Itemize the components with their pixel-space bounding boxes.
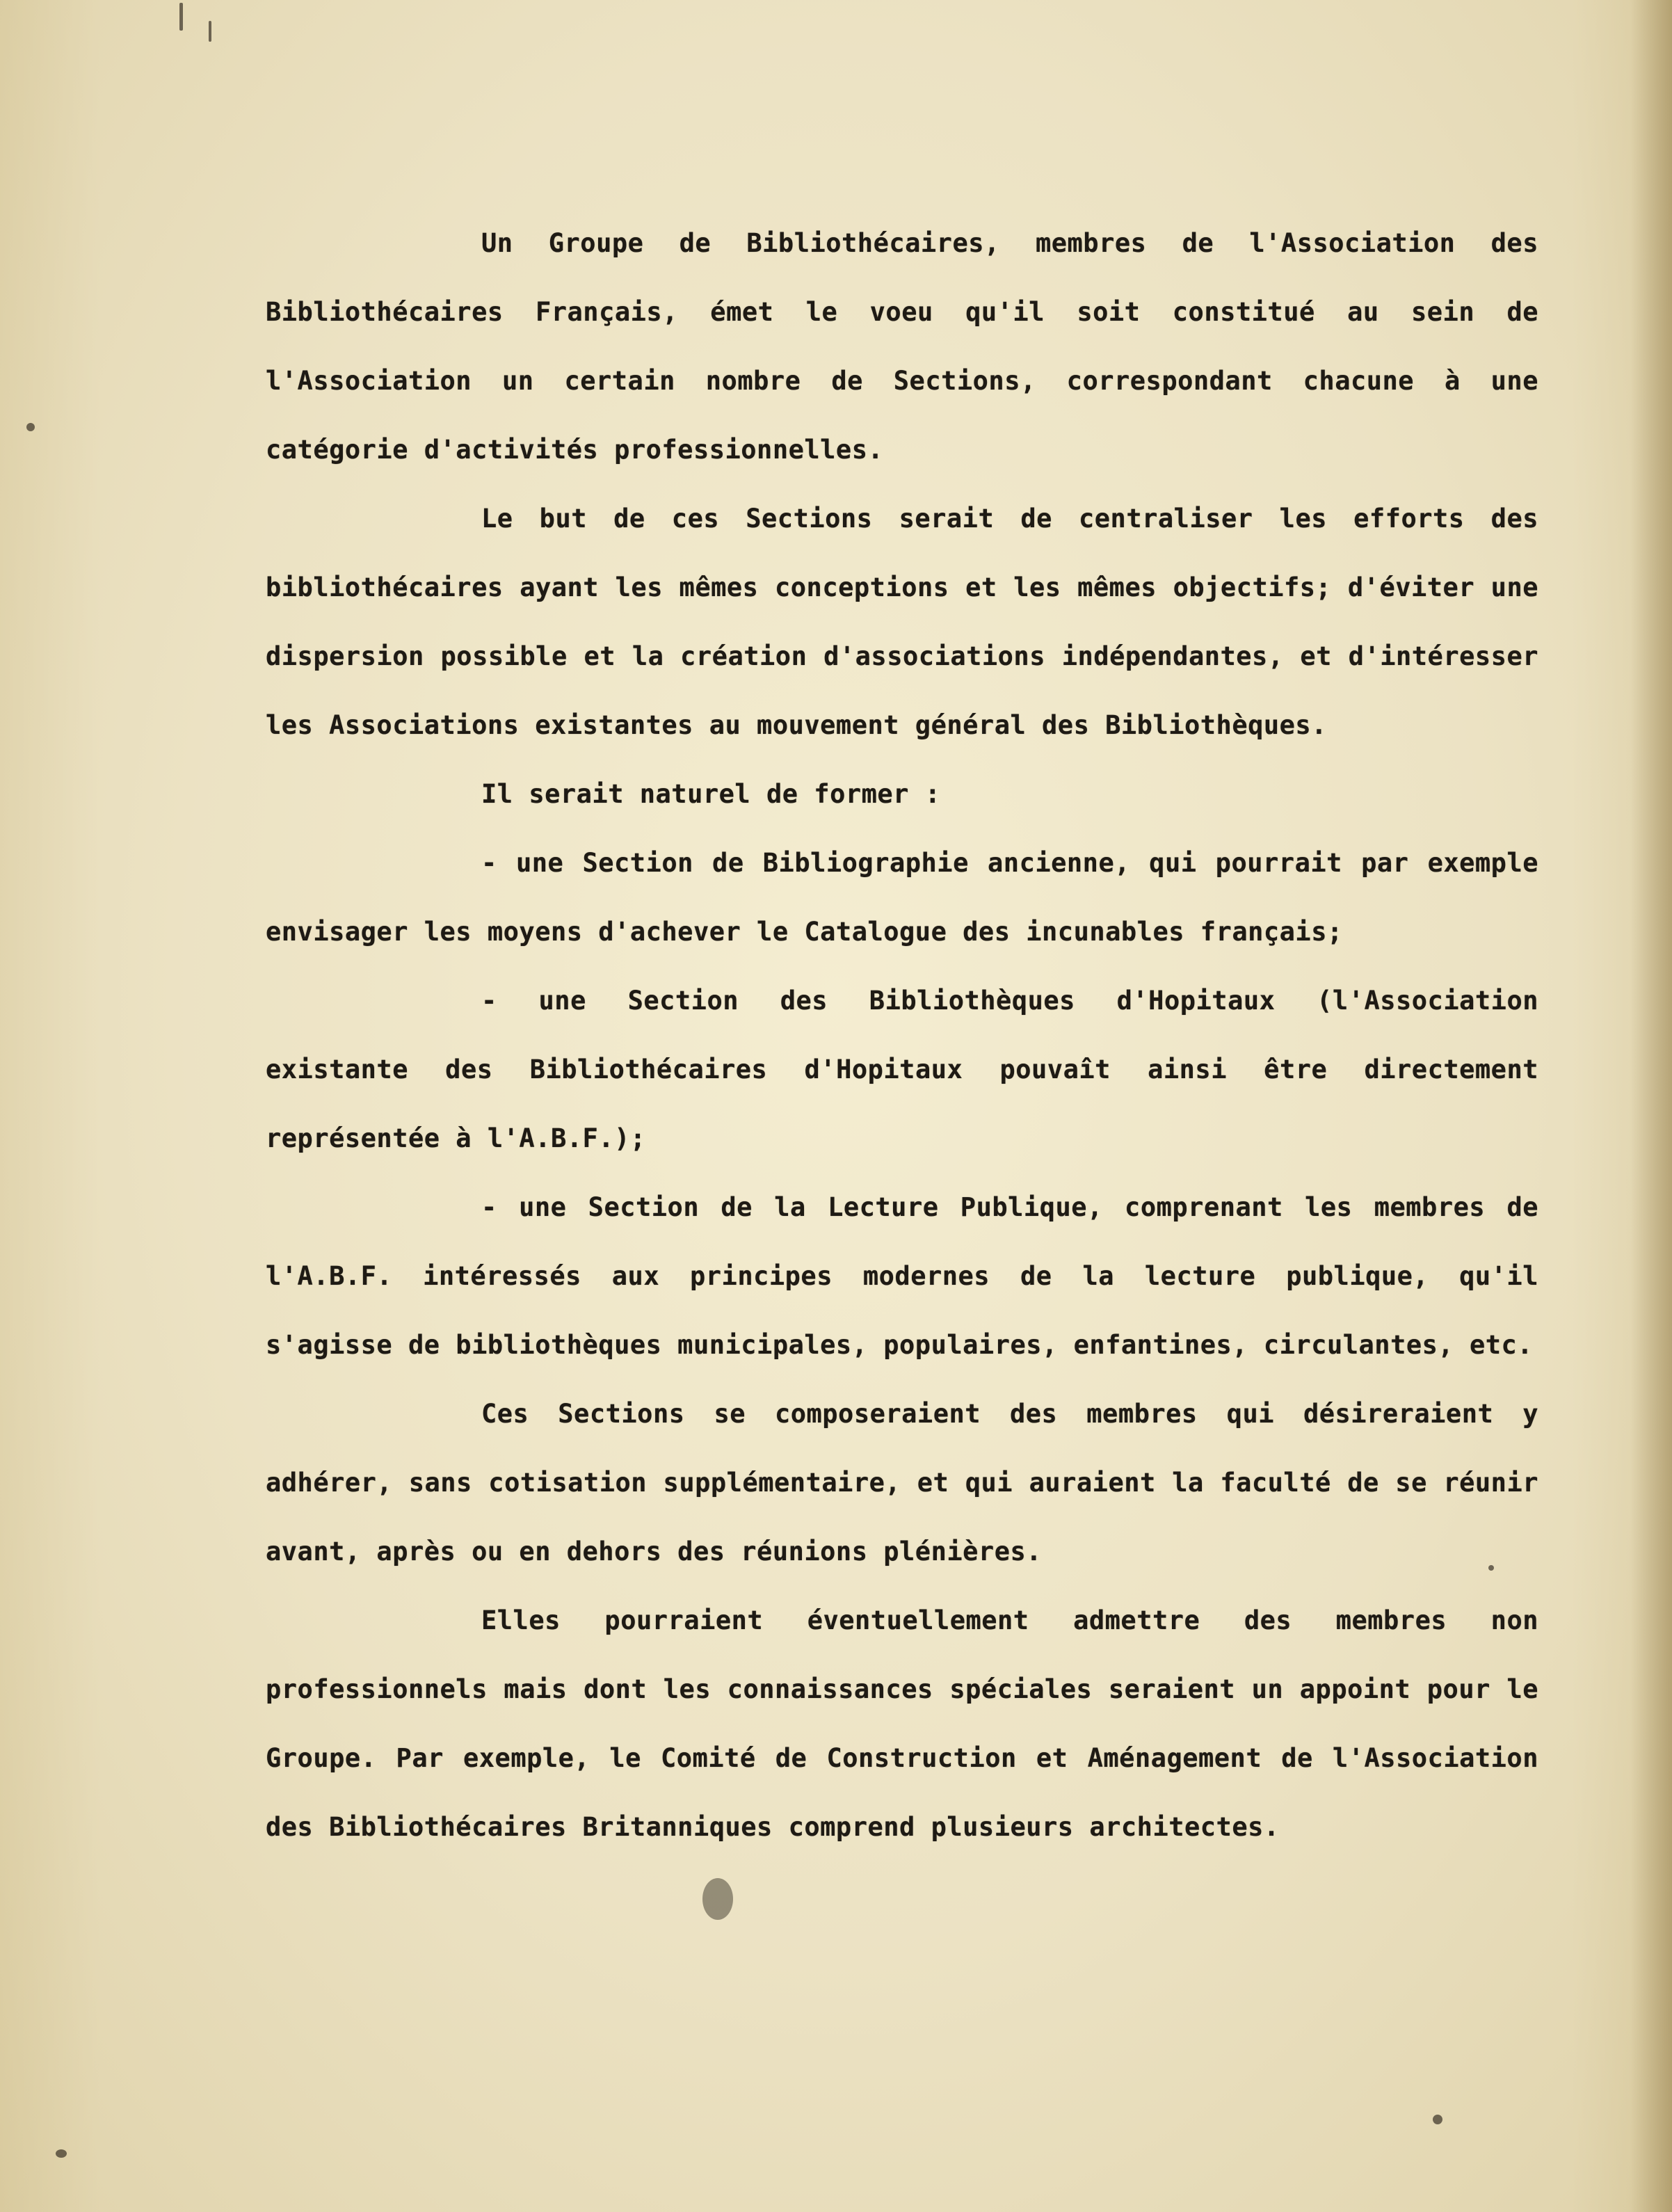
paragraph-1: Un Groupe de Bibliothécaires, membres de l'Association des Bibliothécaires Français, émet le voeu qu'il soit constitué au sein de l'Association un certain nombre de Sections, correspondant chacune à une catégorie d'activités professionnelles. [266, 228, 1538, 465]
ink-speck [702, 1878, 733, 1920]
paragraph-membres: Elles pourraient éventuellement admettre des membres non professionnels mais dont les connaissances spéciales seraient un appoint pour le Groupe. Par exemple, le Comité de Construction et Aménagement de l'Association des Bibliothécaires Britanniques comprend plusieurs architectes. [266, 1605, 1538, 1842]
ink-speck [26, 423, 35, 431]
ink-speck [1433, 2115, 1442, 2124]
page-edge-shadow [1630, 0, 1672, 2212]
typewritten-text [266, 209, 1538, 1861]
list-item-hopitaux: - une Section des Bibliothèques d'Hopitaux (l'Association existante des Bibliothécaires d'Hopitaux pouvaît ainsi être directement représentée à l'A.B.F.); [266, 986, 1538, 1153]
paragraph-sections: Ces Sections se composeraient des membres qui désireraient y adhérer, sans cotisation supplémentaire, et qui auraient la faculté de se réunir avant, après ou en dehors des réunions plénières. [266, 1399, 1538, 1566]
ink-speck [209, 21, 211, 42]
list-item-lecture-publique: - une Section de la Lecture Publique, comprenant les membres de l'A.B.F. intéressés aux principes modernes de la lecture publique, qu'il s'agisse de bibliothèques municipales, populaires, enfantines, circulantes, etc. [266, 1192, 1538, 1360]
paragraph-2: Le but de ces Sections serait de centraliser les efforts des bibliothécaires ayant les mêmes conceptions et les mêmes objectifs; d'éviter une dispersion possible et la création d'associations indépendantes, et d'intéresser les Associations existantes au mouvement général des Bibliothèques. [266, 504, 1538, 740]
paragraph-3: Il serait naturel de former : [481, 779, 941, 809]
list-item-bibliographie: - une Section de Bibliographie ancienne, qui pourrait par exemple envisager les moyens d'achever le Catalogue des incunables français; [266, 848, 1538, 947]
ink-speck [56, 2149, 67, 2158]
ink-speck [179, 3, 183, 31]
